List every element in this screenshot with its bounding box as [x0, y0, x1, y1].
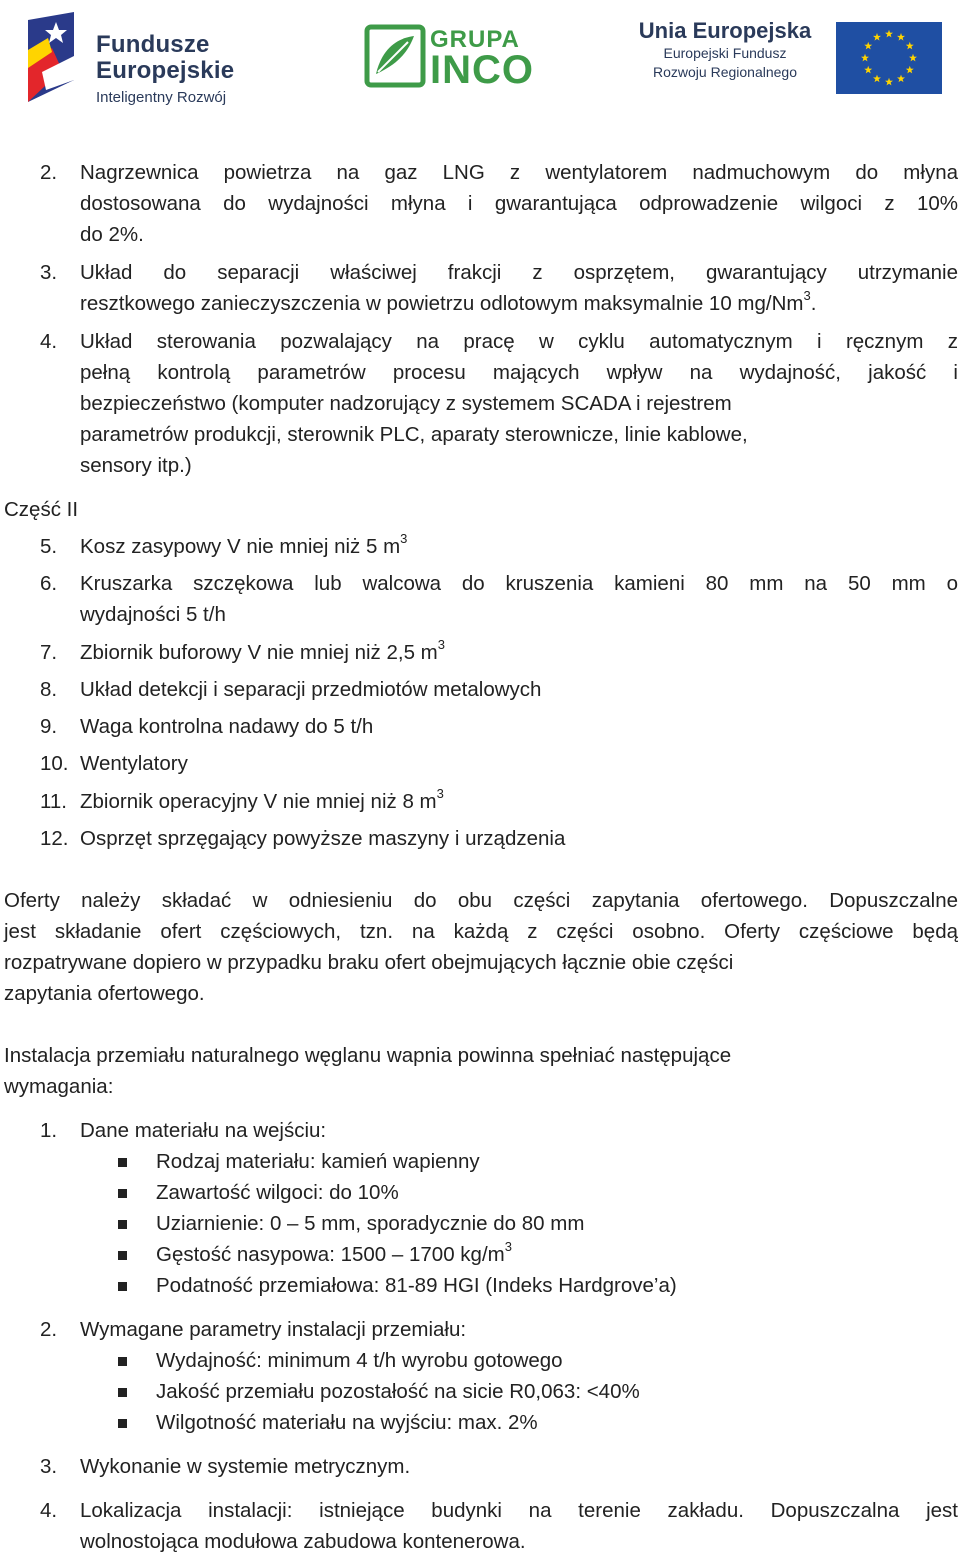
list-item-text: Układ sterowania pozwalający na pracę w cyklu automatycznym i ręcznym z [80, 330, 958, 353]
list-item-number: 11. [40, 790, 67, 813]
list-item-text: Nagrzewnica powietrza na gaz LNG z wentylatorem nadmuchowym do młyna [80, 161, 958, 184]
list-item-number: 8. [40, 678, 58, 701]
list-item-text: Wymagane parametry instalacji przemiału: [80, 1318, 467, 1341]
list-item-text-main: Zbiornik buforowy V nie mniej niż 2,5 m [80, 641, 438, 664]
list-item-text: Osprzęt sprzęgający powyższe maszyny i urządzenia [80, 827, 566, 850]
list-item-number: 3. [40, 261, 58, 284]
list-item-text-end: . [810, 292, 817, 315]
fe-logo-line3: Inteligentny Rozwój [96, 89, 227, 106]
bullet-text [156, 1239, 512, 1270]
fe-logo-line2: Europejskie [96, 57, 235, 84]
list-item-text [80, 531, 407, 562]
list-item-number: 4. [40, 1499, 58, 1522]
list-item-text: bezpieczeństwo (komputer nadzorujący z systemem SCADA i rejestrem [80, 392, 732, 415]
section-heading-text: Część II [4, 498, 79, 521]
list-item-text: wydajności 5 t/h [80, 603, 226, 626]
list-item-text: Układ do separacji właściwej frakcji z osprzętem, gwarantujący utrzymanie [80, 261, 958, 284]
inco-logo-text [430, 26, 534, 92]
list-item-number: 2. [40, 161, 58, 184]
list-item-number: 9. [40, 715, 58, 738]
grupa-inco-logo [364, 24, 544, 94]
fe-logo-text [96, 32, 234, 106]
list-item-number: 12. [40, 827, 69, 850]
list-item-text: pełną kontrolą parametrów procesu mających wpływ na wydajność, jakość i [80, 361, 958, 384]
page-header [0, 0, 960, 120]
list-item-text: Kruszarka szczękowa lub walcowa do kruszenia kamieni 80 mm na 50 mm o [80, 572, 958, 595]
bullet-text: Rodzaj materiału: kamień wapienny [156, 1150, 480, 1173]
square-bullet-icon [118, 1251, 127, 1260]
list-item-text-main: resztkowego zanieczyszczenia w powietrzu odlotowym maksymalnie 10 mg/Nm [80, 292, 804, 315]
ue-logo-line3: Rozwoju Regionalnego [653, 64, 797, 80]
square-bullet-icon [118, 1220, 127, 1229]
paragraph-text: Instalacja przemiału naturalnego węglanu wapnia powinna spełniać następujące [4, 1044, 732, 1067]
list-item-text: Wentylatory [80, 752, 188, 775]
square-bullet-icon [118, 1357, 127, 1366]
superscript: 3 [400, 531, 408, 546]
list-item-number: 1. [40, 1119, 58, 1142]
inco-leaf-icon [364, 24, 426, 88]
fe-flag-mark-icon [22, 10, 82, 106]
superscript: 3 [504, 1239, 512, 1254]
list-item-number: 7. [40, 641, 58, 664]
ue-logo-text [630, 18, 820, 82]
paragraph-text: wymagania: [4, 1075, 114, 1098]
square-bullet-icon [118, 1419, 127, 1428]
bullet-text: Jakość przemiału pozostałość na sicie R0,063: <40% [156, 1380, 640, 1403]
list-item-text: dostosowana do wydajności młyna i gwarantująca odprowadzenie wilgoci z 10% [80, 192, 958, 215]
ue-logo-line2: Europejski Fundusz [663, 45, 787, 61]
list-item-text: Wykonanie w systemie metrycznym. [80, 1455, 411, 1478]
list-item-text: parametrów produkcji, sterownik PLC, aparaty sterownicze, linie kablowe, [80, 423, 748, 446]
list-item-text: Lokalizacja instalacji: istniejące budynki na terenie zakładu. Dopuszczalna jest [80, 1499, 958, 1522]
list-item-text-main: Kosz zasypowy V nie mniej niż 5 m [80, 535, 401, 558]
list-item-text [80, 637, 445, 668]
list-item-text: sensory itp.) [80, 454, 192, 477]
list-item-number: 6. [40, 572, 58, 595]
list-item-number: 3. [40, 1455, 58, 1478]
superscript: 3 [437, 637, 445, 652]
list-item-text [80, 288, 816, 319]
list-item-text: Dane materiału na wejściu: [80, 1119, 327, 1142]
paragraph-text: rozpatrywane dopiero w przypadku braku ofert obejmujących łącznie obie części [4, 951, 734, 974]
bullet-text-main: Gęstość nasypowa: 1500 – 1700 kg/m [156, 1243, 505, 1266]
eu-flag-icon [836, 22, 942, 94]
list-item-text-main: Zbiornik operacyjny V nie mniej niż 8 m [80, 790, 437, 813]
fundusze-europejskie-logo [22, 10, 262, 110]
list-item-number: 4. [40, 330, 58, 353]
paragraph-text: jest składanie ofert częściowych, tzn. na każdą z części osobno. Oferty częściowe będą [4, 920, 958, 943]
list-item-number: 5. [40, 535, 58, 558]
bullet-text: Uziarnienie: 0 – 5 mm, sporadycznie do 80 mm [156, 1212, 585, 1235]
list-item-number: 2. [40, 1318, 58, 1341]
list-item-text: Waga kontrolna nadawy do 5 t/h [80, 715, 374, 738]
paragraph-text: zapytania ofertowego. [4, 982, 205, 1005]
superscript: 3 [803, 288, 811, 303]
list-item-text: wolnostojąca modułowa zabudowa kontenerowa. [80, 1530, 526, 1553]
paragraph-text: Oferty należy składać w odniesieniu do obu części zapytania ofertowego. Dopuszczalne [4, 889, 958, 912]
bullet-text: Podatność przemiałowa: 81-89 HGI (Indeks Hardgrove’a) [156, 1274, 677, 1297]
superscript: 3 [436, 786, 444, 801]
bullet-text: Wydajność: minimum 4 t/h wyrobu gotowego [156, 1349, 563, 1372]
list-item-text: Układ detekcji i separacji przedmiotów metalowych [80, 678, 542, 701]
square-bullet-icon [118, 1282, 127, 1291]
list-item-number: 10. [40, 752, 69, 775]
square-bullet-icon [118, 1189, 127, 1198]
square-bullet-icon [118, 1158, 127, 1167]
bullet-text: Zawartość wilgoci: do 10% [156, 1181, 399, 1204]
fe-logo-line1: Fundusze [96, 31, 210, 58]
unia-europejska-logo [630, 18, 946, 98]
square-bullet-icon [118, 1388, 127, 1397]
list-item-text [80, 786, 444, 817]
inco-logo-line2: INCO [430, 48, 534, 92]
inco-logo-line1: GRUPA [430, 26, 520, 53]
ue-logo-line1: Unia Europejska [638, 18, 812, 43]
list-item-text: do 2%. [80, 223, 144, 246]
bullet-text: Wilgotność materiału na wyjściu: max. 2% [156, 1411, 538, 1434]
